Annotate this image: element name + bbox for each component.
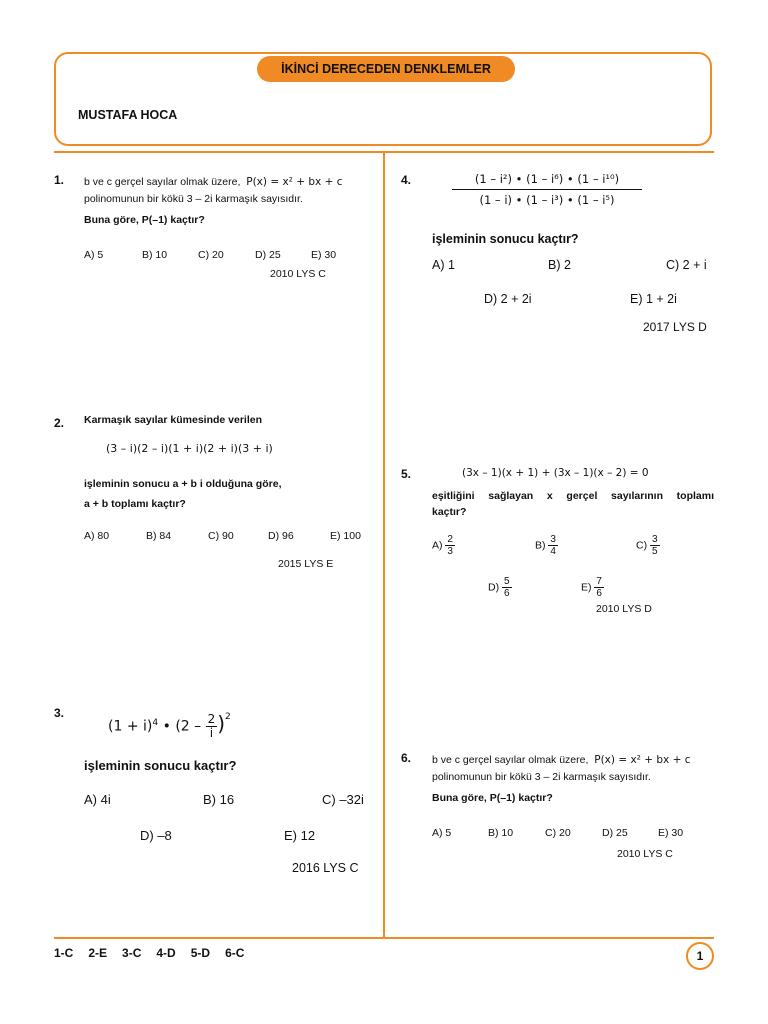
q4-denominator: (1 – i) • (1 – i³) • (1 – i⁵) [479,193,615,207]
q4-option: B) 2 [548,258,571,272]
q5-frac-num: 3 [652,534,658,545]
q2-expression: (3 – i)(2 – i)(1 + i)(2 + i)(3 + i) [106,442,273,455]
question-1-text [84,174,384,229]
q3-option: C) –32i [322,792,364,807]
q5-frac-den: 3 [447,546,453,557]
q3-option: B) 16 [203,792,235,807]
q5-expression: (3x – 1)(x + 1) + (3x – 1)(x – 2) = 0 [462,467,649,479]
q5-option-label: A) [432,539,443,552]
answer-item: 4-D [156,946,176,960]
q4-option: E) 1 + 2i [630,292,677,306]
q3-option: A) 4i [84,792,111,807]
q6-option: E) 30 [658,827,684,839]
q3-option: E) 12 [284,828,316,843]
q3-expression [108,708,231,742]
q5-option-e [581,576,604,599]
q5-option-d [488,576,512,599]
q6-line1a: b ve c gerçel sayılar olmak üzere, [432,754,589,766]
q5-option-label: E) [581,581,592,594]
column-divider [383,152,385,938]
q6-source: 2010 LYS C [617,848,673,860]
q5-option-label: D) [488,581,500,594]
question-number: 2. [54,416,65,430]
q5-option-c [636,534,660,557]
q2-option: E) 100 [330,530,361,542]
q1-line1a: b ve c gerçel sayılar olmak üzere, [84,176,241,188]
q5-frac-den: 6 [596,588,602,599]
q2-option: B) 84 [146,530,172,542]
q4-numerator: (1 – i²) • (1 – i⁶) • (1 – i¹⁰) [452,172,642,190]
answer-item: 1-C [54,946,74,960]
q4-fraction [452,172,642,207]
q1-line2: polinomunun bir kökü 3 – 2i karmaşık sayısıdır. [84,193,303,205]
q5-frac-num: 2 [447,534,453,545]
q6-option: C) 20 [545,827,571,839]
q3-fraction [206,713,218,740]
q4-question: işleminin sonucu kaçtır? [432,232,579,246]
answer-item: 5-D [190,946,211,960]
page-title: İKİNCİ DERECEDEN DENKLEMLER [257,56,515,82]
q3-source: 2016 LYS C [292,861,359,875]
q4-option: A) 1 [432,258,455,272]
q5-option-label: C) [636,539,648,552]
page-number: 1 [686,942,714,970]
q2-line1: işleminin sonucu a + b i olduğuna göre, [84,478,282,490]
q1-source: 2010 LYS C [270,268,326,280]
q6-polynomial: P(x) = x² + bx + c [594,754,691,766]
q2-option: D) 96 [268,530,294,542]
q3-frac-num: 2 [207,712,216,727]
answer-item: 6-C [225,946,245,960]
q6-option: B) 10 [488,827,514,839]
q4-option: D) 2 + 2i [484,292,532,306]
q5-option-a [432,534,455,557]
question-6-text [432,752,717,807]
q5-option-label: B) [535,539,546,552]
question-number: 1. [54,173,65,187]
q1-option: A) 5 [84,249,104,261]
q1-polynomial: P(x) = x² + bx + c [246,176,343,188]
q4-source: 2017 LYS D [643,320,707,334]
answer-item: 3-C [122,946,142,960]
answer-item: 2-E [88,946,108,960]
q3-expr-exp2: 2 [225,712,231,722]
question-number: 4. [401,173,412,187]
divider-bottom [54,937,714,939]
q6-line2: polinomunun bir kökü 3 – 2i karmaşık sayısıdır. [432,771,651,783]
q5-frac-den: 5 [652,546,658,557]
q2-intro: Karmaşık sayılar kümesinde verilen [84,414,263,426]
q2-line2: a + b toplamı kaçtır? [84,498,186,510]
q6-option: A) 5 [432,827,452,839]
q3-expr-base: (1 + i) [108,718,153,735]
q1-question: Buna göre, P(–1) kaçtır? [84,214,205,226]
author-name: MUSTAFA HOCA [78,108,178,122]
q3-expr-close: ) [217,711,226,736]
q2-option: A) 80 [84,530,110,542]
q2-source: 2015 LYS E [278,558,334,570]
q6-option: D) 25 [602,827,628,839]
q1-option: D) 25 [255,249,281,261]
q5-frac-num: 5 [504,576,510,587]
q3-question: işleminin sonucu kaçtır? [84,758,237,773]
q3-frac-den: i [209,726,214,741]
q2-option: C) 90 [208,530,234,542]
q1-option: C) 20 [198,249,224,261]
q5-frac-num: 7 [596,576,602,587]
q5-frac-den: 4 [550,546,556,557]
q5-line2: kaçtır? [432,506,467,518]
q5-line1: eşitliğini sağlayan x gerçel sayılarının toplamı [432,490,714,502]
q4-option: C) 2 + i [666,258,707,272]
q3-expr-mid: • (2 – [162,718,202,735]
q5-frac-num: 3 [550,534,556,545]
q5-option-b [535,534,558,557]
q6-question: Buna göre, P(–1) kaçtır? [432,792,553,804]
question-number: 5. [401,467,412,481]
q5-source: 2010 LYS D [596,603,652,615]
q3-expr-exp: 4 [152,718,159,728]
question-number: 6. [401,751,412,765]
question-number: 3. [54,706,65,720]
q1-option: E) 30 [311,249,337,261]
q3-option: D) –8 [140,828,172,843]
answer-key [54,946,259,960]
q5-frac-den: 6 [504,588,510,599]
q1-option: B) 10 [142,249,168,261]
